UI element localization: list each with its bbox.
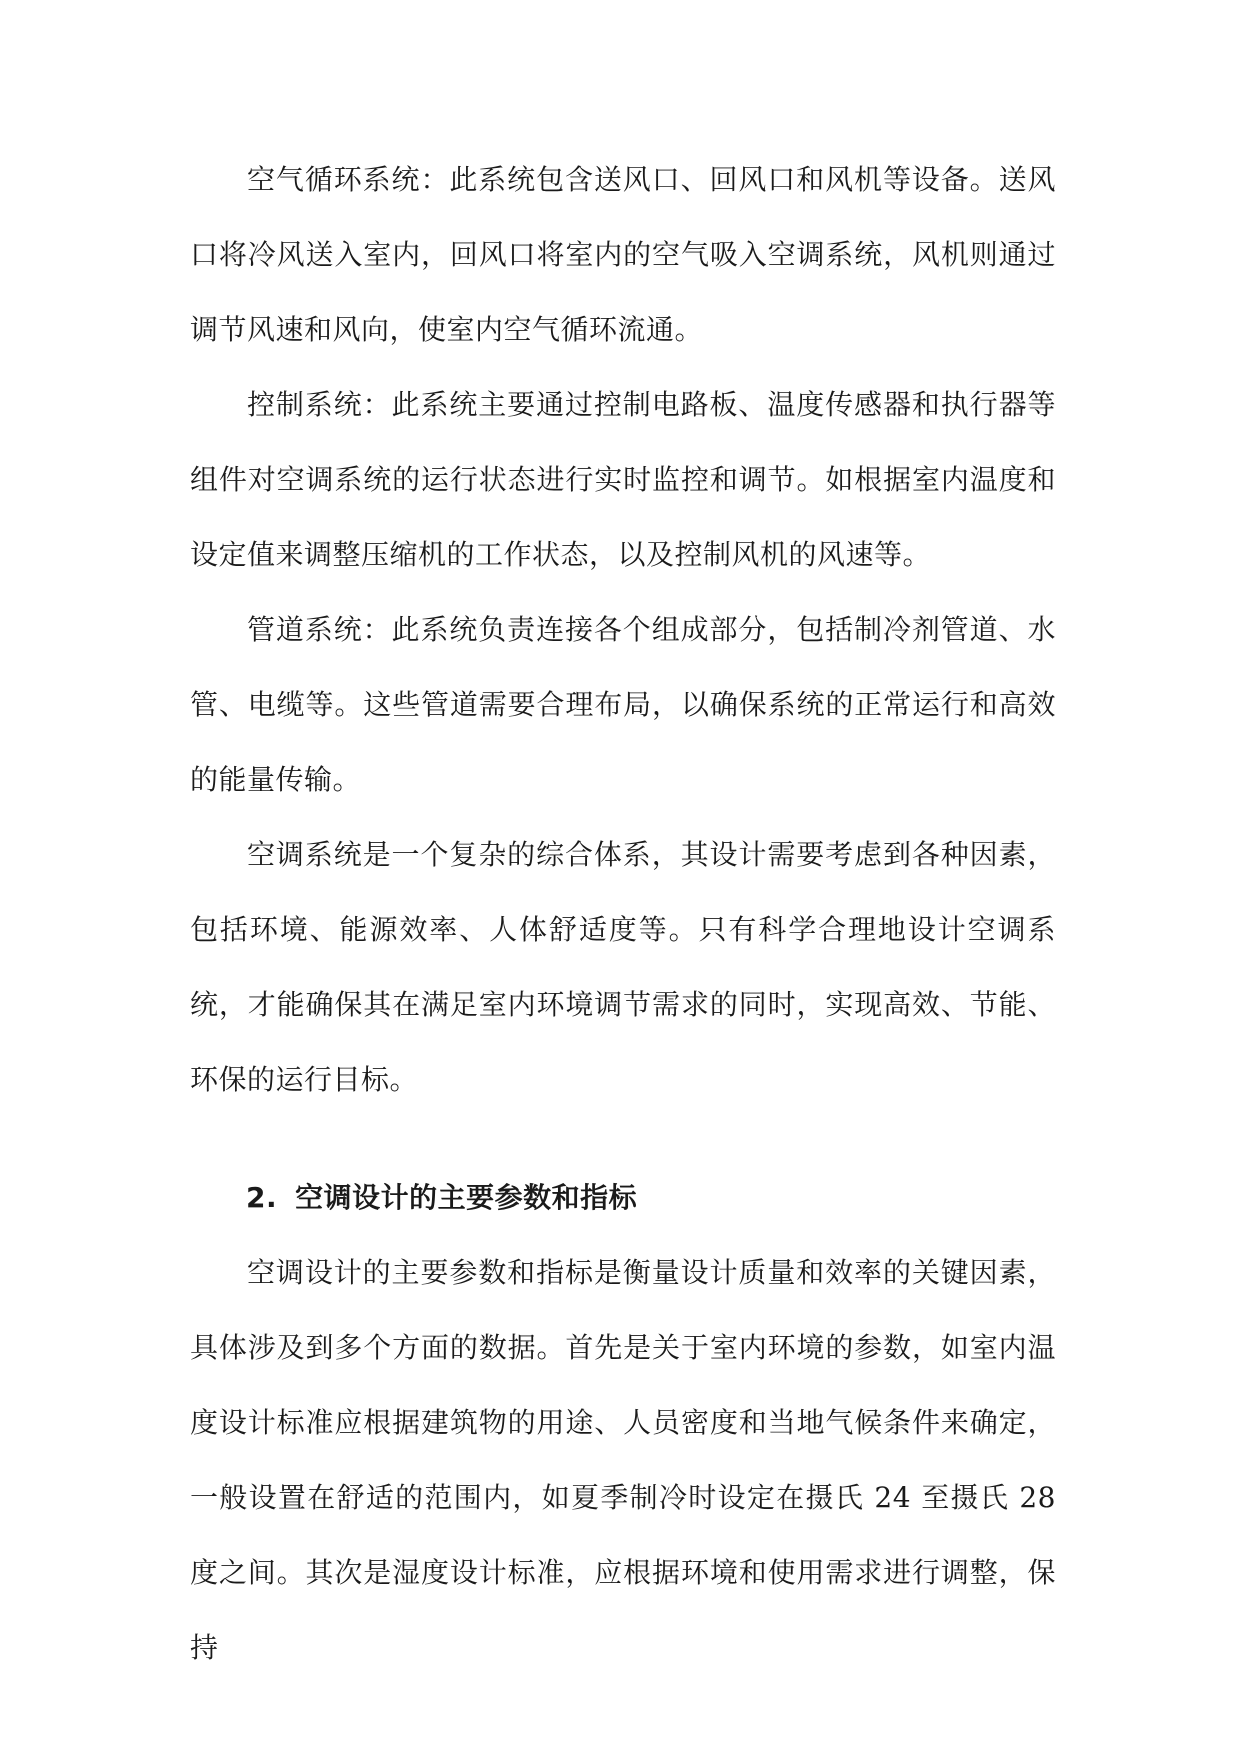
section-number: 2. [246,1181,278,1214]
paragraph-main-parameters: 空调设计的主要参数和指标是衡量设计质量和效率的关键因素，具体涉及到多个方面的数据。首先是关于室内环境的参数，如室内温度设计标准应根据建筑物的用途、人员密度和当地气候条件来确定，一般设置在舒适的范围内，如夏季制冷时设定在摄氏 24 至摄氏 28 度之间。其次是湿度设计标准，应根据环境和使用需求进行调整，保持 [190,1256,1056,1664]
paragraph-air-circulation: 空气循环系统：此系统包含送风口、回风口和风机等设备。送风口将冷风送入室内，回风口将室内的空气吸入空调系统，风机则通过调节风速和风向，使室内空气循环流通。 [190,163,1056,346]
paragraph-control-system: 控制系统：此系统主要通过控制电路板、温度传感器和执行器等组件对空调系统的运行状态进行实时监控和调节。如根据室内温度和设定值来调整压缩机的工作状态，以及控制风机的风速等。 [190,388,1056,571]
paragraph-piping-system: 管道系统：此系统负责连接各个组成部分，包括制冷剂管道、水管、电缆等。这些管道需要合理布局，以确保系统的正常运行和高效的能量传输。 [190,613,1056,796]
paragraph-system-summary: 空调系统是一个复杂的综合体系，其设计需要考虑到各种因素，包括环境、能源效率、人体舒适度等。只有科学合理地设计空调系统，才能确保其在满足室内环境调节需求的同时，实现高效、节能、环保的运行目标。 [190,838,1056,1096]
section-title: 空调设计的主要参数和指标 [295,1181,638,1214]
section-heading [190,1160,1056,1235]
page-content [190,142,1056,1685]
